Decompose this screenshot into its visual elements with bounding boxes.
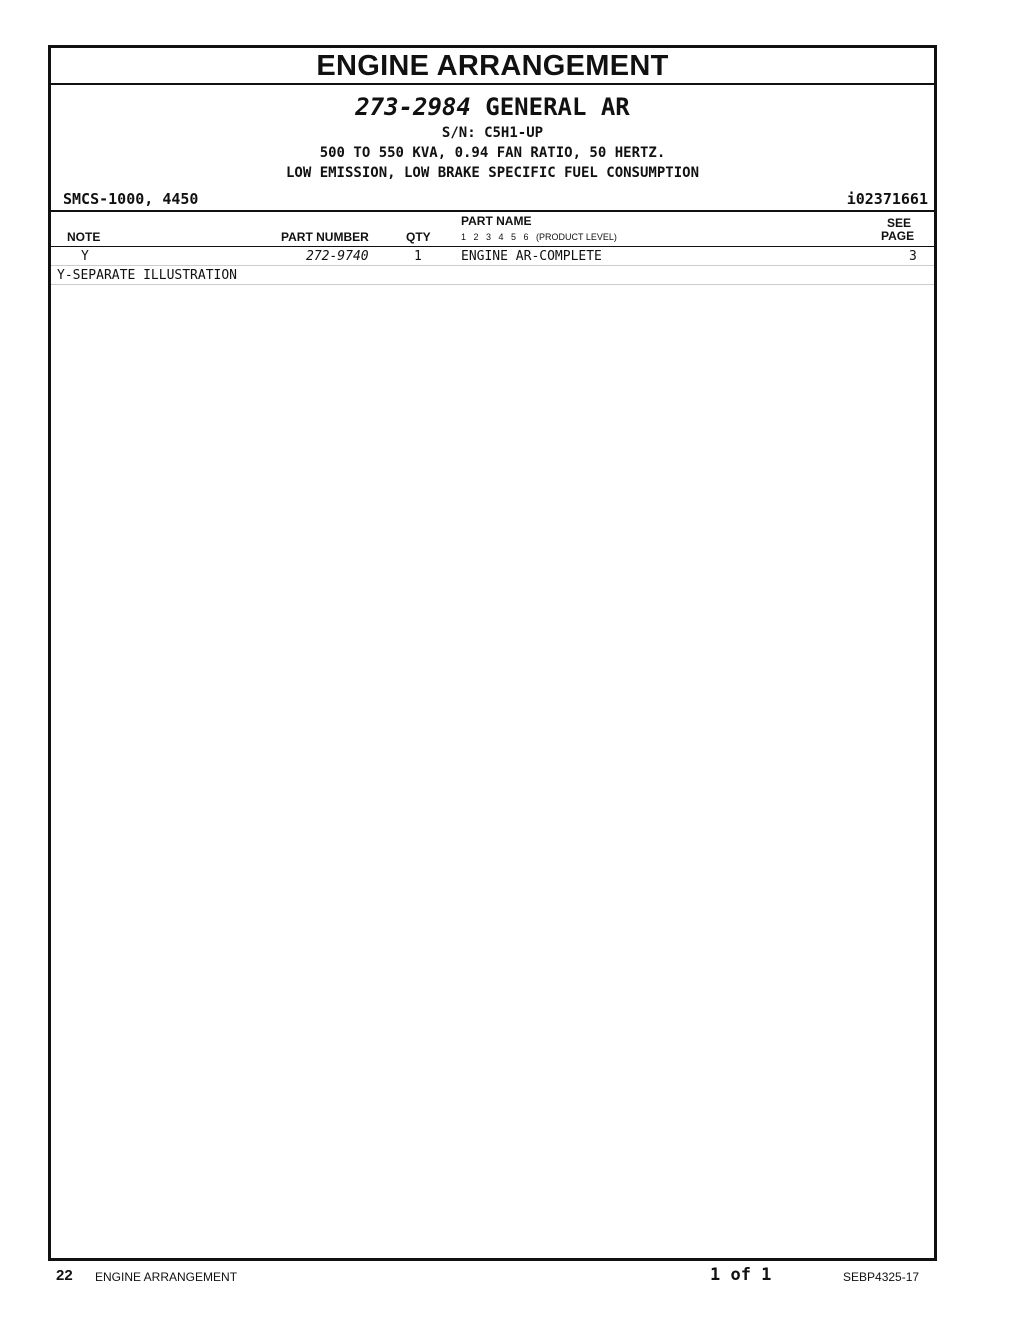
col-note: NOTE: [67, 230, 101, 244]
description-line-1: 500 TO 550 KVA, 0.94 FAN RATIO, 50 HERTZ.: [319, 145, 666, 161]
col-product-levels: 1 2 3 4 5 6 (PRODUCT LEVEL): [461, 232, 617, 242]
footnote: Y-SEPARATE ILLUSTRATION: [57, 268, 238, 283]
serial-range: S/N: C5H1-UP: [441, 125, 544, 141]
page-number: 22: [56, 1267, 73, 1284]
col-see: SEE: [887, 216, 912, 230]
row-see-page[interactable]: 3: [909, 249, 917, 264]
page-count: 1 of 1: [710, 1265, 772, 1285]
row-part-number[interactable]: 272-9740: [306, 249, 369, 264]
footer-section-title: ENGINE ARRANGEMENT: [95, 1270, 238, 1284]
row-qty: 1: [414, 249, 422, 264]
parts-sheet: [48, 45, 937, 1261]
row-part-name: ENGINE AR-COMPLETE: [461, 249, 602, 264]
page-footer: [0, 1265, 1020, 1289]
footnote-row: [51, 266, 934, 285]
section-banner: ENGINE ARRANGEMENT: [51, 48, 934, 85]
col-part-number: PART NUMBER: [281, 230, 369, 244]
table-row: [51, 247, 934, 266]
group-title: [51, 93, 934, 121]
reference-row: [51, 186, 934, 210]
table-header: [51, 210, 934, 247]
col-page: PAGE: [881, 229, 915, 243]
description-line-2: LOW EMISSION, LOW BRAKE SPECIFIC FUEL CONSUMPTION: [285, 165, 699, 181]
smcs-code: SMCS-1000, 4450: [63, 190, 199, 208]
row-note: Y: [81, 249, 89, 264]
group-part-number: 273-2984: [355, 93, 471, 121]
document-id: SEBP4325-17: [843, 1270, 920, 1284]
col-part-name: PART NAME: [461, 214, 532, 228]
illustration-ref: i02371661: [846, 190, 928, 208]
col-qty: QTY: [406, 230, 431, 244]
group-part-name: GENERAL AR: [485, 93, 630, 121]
